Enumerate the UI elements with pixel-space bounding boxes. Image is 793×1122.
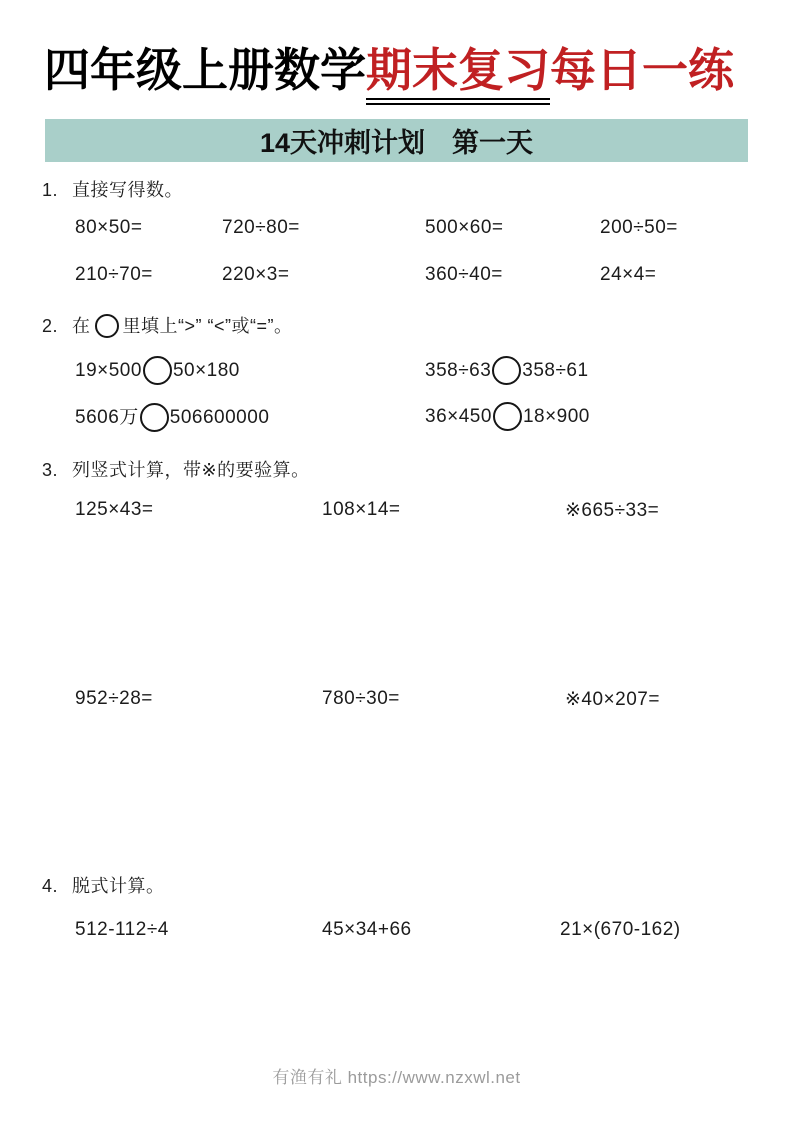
section4-number: 4. (42, 876, 59, 896)
section2-heading (42, 312, 293, 338)
section1-row2 (75, 264, 775, 286)
comparison-right: 358÷61 (522, 360, 589, 381)
title-course-part: 四年级上册数学 (44, 44, 366, 96)
section1-row1 (75, 217, 775, 239)
section3-heading (42, 456, 310, 482)
equation: 512-112÷4 (75, 919, 169, 940)
section4-heading (42, 872, 165, 898)
plan-banner (45, 119, 748, 162)
equation: ※40×207= (565, 689, 660, 710)
comparison-left: 5606万 (75, 407, 139, 428)
comparison-item (425, 402, 775, 432)
comparison-right: 18×900 (522, 406, 590, 427)
equation: 500×60= (425, 217, 504, 238)
section1-heading (42, 176, 183, 202)
section2-row2 (75, 402, 775, 432)
section3-row1 (75, 499, 775, 522)
equation: 80×50= (75, 217, 143, 238)
equation: 952÷28= (75, 688, 153, 709)
section4-row (75, 919, 775, 941)
equation: 45×34+66 (322, 919, 412, 940)
equation: 780÷30= (322, 688, 400, 709)
section3-title: 列竖式计算，带※的要验算。 (72, 460, 310, 480)
section2-number: 2. (42, 316, 59, 336)
section1-number: 1. (42, 180, 59, 200)
title-topic-underlined-part: 期末复习 (366, 44, 550, 105)
section2-title-pre: 在 (72, 316, 91, 336)
comparison-item (75, 356, 425, 385)
page-title (44, 44, 756, 97)
equation: 125×43= (75, 499, 154, 520)
banner-text: 14天冲刺计划 第一天 (259, 128, 534, 158)
section4-title: 脱式计算。 (72, 876, 165, 896)
answer-circle (493, 402, 522, 431)
equation: 24×4= (600, 264, 657, 285)
section3-number: 3. (42, 460, 59, 480)
equation: 108×14= (322, 499, 401, 520)
equation: 720÷80= (222, 217, 300, 238)
comparison-item (425, 356, 775, 385)
answer-circle (140, 403, 169, 432)
equation: 360÷40= (425, 264, 503, 285)
comparison-right: 506600000 (169, 407, 270, 428)
section2-row1 (75, 356, 775, 385)
section1-title: 直接写得数。 (72, 180, 184, 200)
section2-title-post: 里填上“>” “<”或“=”。 (122, 316, 293, 336)
equation: ※665÷33= (565, 500, 660, 521)
title-topic-part: 每日一练 (550, 44, 734, 96)
comparison-right: 50×180 (172, 360, 240, 381)
circle-icon (95, 314, 119, 338)
comparison-left: 19×500 (75, 360, 142, 381)
equation: 21×(670-162) (560, 919, 681, 940)
footer-watermark: 有渔有礼 https://www.nzxwl.net (272, 1068, 521, 1087)
equation: 220×3= (222, 264, 290, 285)
comparison-left: 358÷63 (425, 360, 492, 381)
answer-circle (143, 356, 172, 385)
comparison-left: 36×450 (425, 406, 492, 427)
equation: 200÷50= (600, 217, 678, 238)
answer-circle (492, 356, 521, 385)
equation: 210÷70= (75, 264, 153, 285)
section3-row2 (75, 688, 775, 711)
comparison-item (75, 402, 425, 432)
